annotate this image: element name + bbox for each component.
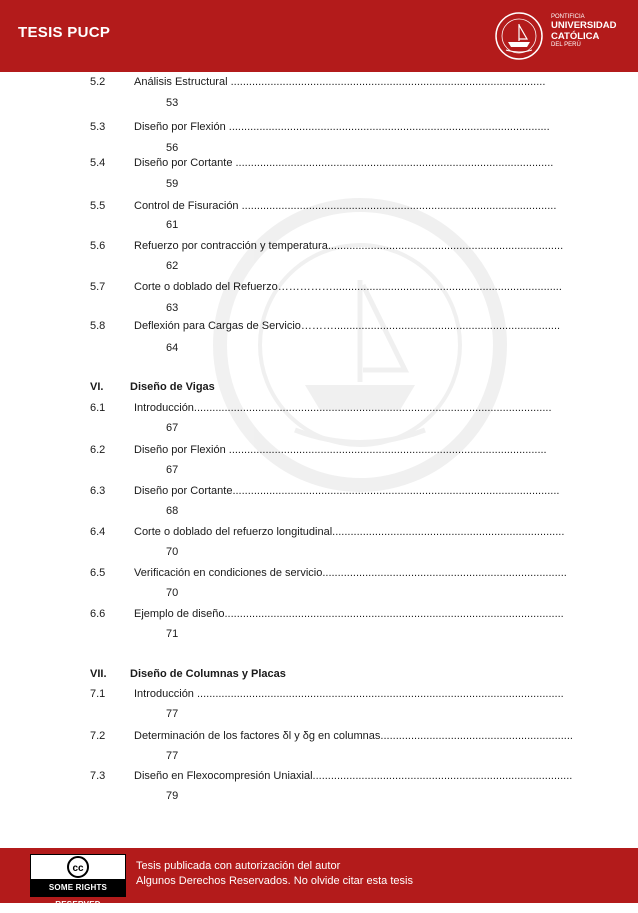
svg-text:cc: cc bbox=[72, 863, 84, 874]
header-bar bbox=[0, 0, 638, 72]
footer-line-2: Algunos Derechos Reservados. No olvide citar esta tesis bbox=[136, 875, 413, 887]
toc-entry-number: 5.8 bbox=[90, 320, 106, 332]
footer-bar bbox=[0, 848, 638, 909]
toc-entry-number: 5.3 bbox=[90, 121, 106, 133]
toc-entry-number: 7.1 bbox=[90, 688, 106, 700]
toc-entry-page: 77 bbox=[166, 750, 179, 762]
toc-entry-page: 67 bbox=[166, 464, 179, 476]
cc-icon bbox=[31, 855, 125, 879]
toc-entry-title: Diseño por Cortante ........................................................................................................ bbox=[134, 157, 554, 169]
cc-label: SOME RIGHTS RESERVED bbox=[31, 879, 125, 896]
toc-entry-number: 6.4 bbox=[90, 526, 106, 538]
toc-entry-number: 7.3 bbox=[90, 770, 106, 782]
toc-entry-page: 71 bbox=[166, 628, 179, 640]
toc-entry-page: 61 bbox=[166, 219, 179, 231]
toc-entry-title: Diseño por Cortante........................................................................................................... bbox=[134, 485, 560, 497]
toc-entry-title: Corte o doblado del Refuerzo……………........................................................................... bbox=[134, 281, 562, 293]
repository-title: TESIS PUCP bbox=[18, 24, 111, 41]
footer-notice bbox=[136, 859, 413, 889]
toc-entry-number: 7.2 bbox=[90, 730, 106, 742]
creative-commons-badge[interactable] bbox=[30, 854, 126, 909]
toc-entry-title: Análisis Estructural ....................................................................................................... bbox=[134, 76, 546, 88]
toc-entry-page: 70 bbox=[166, 546, 179, 558]
toc-entry-number: 5.6 bbox=[90, 240, 106, 252]
toc-entry-page: 79 bbox=[166, 790, 179, 802]
toc-entry-title: Control de Fisuración ....................................................................................................... bbox=[134, 200, 557, 212]
section-title: Diseño de Vigas bbox=[130, 381, 215, 393]
toc-entry-title: Deflexión para Cargas de Servicio……….......................................................................... bbox=[134, 320, 561, 332]
toc-entry-page: 63 bbox=[166, 302, 179, 314]
seal-watermark-icon bbox=[215, 170, 505, 520]
toc-entry-page: 68 bbox=[166, 505, 179, 517]
university-seal-icon bbox=[494, 10, 544, 62]
university-name bbox=[551, 14, 616, 48]
toc-entry-title: Introducción ........................................................................................................................ bbox=[134, 688, 564, 700]
toc-entry-title: Refuerzo por contracción y temperatura............................................................................. bbox=[134, 240, 564, 252]
university-line-1: PONTIFICIA bbox=[551, 14, 585, 20]
toc-entry-number: 5.2 bbox=[90, 76, 106, 88]
toc-entry-title: Diseño por Flexión ........................................................................................................ bbox=[134, 444, 547, 456]
section-title: Diseño de Columnas y Placas bbox=[130, 668, 286, 680]
toc-entry-number: 6.6 bbox=[90, 608, 106, 620]
toc-entry-number: 6.2 bbox=[90, 444, 106, 456]
footer-line-1: Tesis publicada con autorización del autor bbox=[136, 860, 341, 872]
toc-entry-title: Verificación en condiciones de servicio................................................................................ bbox=[134, 567, 567, 579]
toc-entry-number: 5.7 bbox=[90, 281, 106, 293]
toc-entry-page: 67 bbox=[166, 422, 179, 434]
university-line-2: UNIVERSIDAD bbox=[551, 20, 617, 31]
toc-entry-page: 62 bbox=[166, 260, 179, 272]
toc-entry-page: 56 bbox=[166, 142, 179, 154]
toc-entry-page: 64 bbox=[166, 342, 179, 354]
toc-entry-title: Ejemplo de diseño............................................................................................................... bbox=[134, 608, 564, 620]
toc-entry-number: 5.5 bbox=[90, 200, 106, 212]
toc-entry-title: Introducción..................................................................................................................... bbox=[134, 402, 552, 414]
toc-entry-number: 5.4 bbox=[90, 157, 106, 169]
toc-entry-title: Corte o doblado del refuerzo longitudinal............................................................................ bbox=[134, 526, 565, 538]
university-line-4: DEL PERÚ bbox=[551, 42, 581, 48]
section-number: VII. bbox=[90, 668, 107, 680]
toc-entry-title: Diseño en Flexocompresión Uniaxial..................................................................................... bbox=[134, 770, 573, 782]
university-line-3: CATÓLICA bbox=[551, 30, 600, 42]
toc-entry-page: 70 bbox=[166, 587, 179, 599]
toc-entry-number: 6.5 bbox=[90, 567, 106, 579]
toc-entry-page: 77 bbox=[166, 708, 179, 720]
toc-entry-number: 6.3 bbox=[90, 485, 106, 497]
toc-entry-page: 53 bbox=[166, 97, 179, 109]
section-number: VI. bbox=[90, 381, 104, 393]
toc-entry-page: 59 bbox=[166, 178, 179, 190]
toc-entry-title: Diseño por Flexión ......................................................................................................... bbox=[134, 121, 550, 133]
toc-entry-number: 6.1 bbox=[90, 402, 106, 414]
toc-entry-title: Determinación de los factores δl y δg en columnas............................................................... bbox=[134, 730, 573, 742]
